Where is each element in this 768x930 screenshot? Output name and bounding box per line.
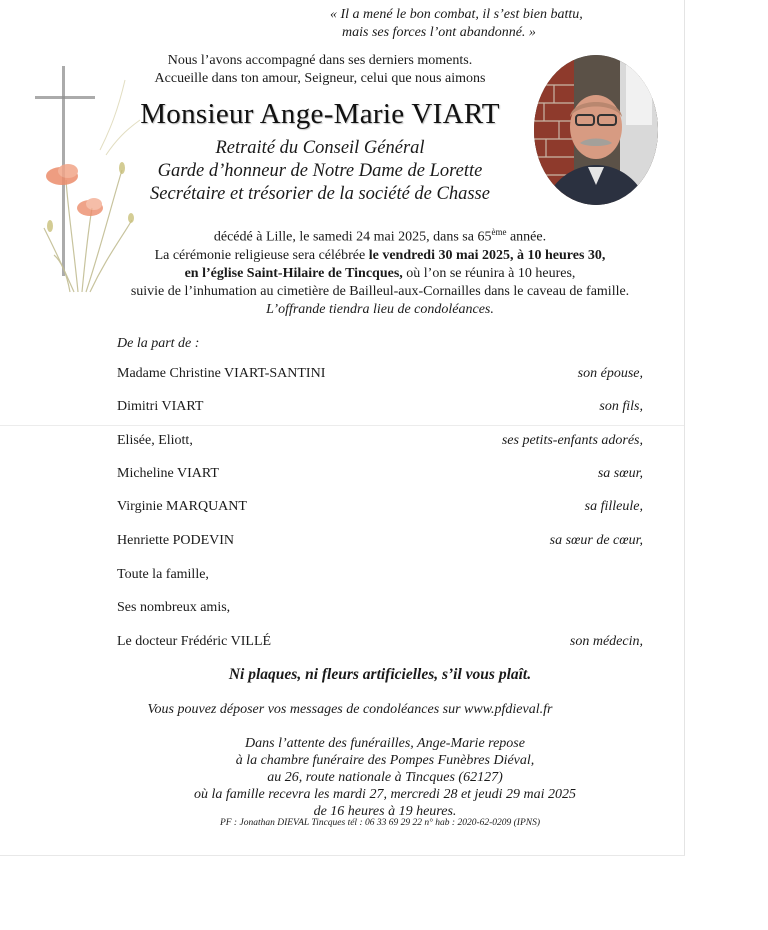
epitaph-quote [330, 6, 660, 42]
fold-line [0, 425, 684, 426]
funerarium-info [150, 735, 620, 820]
death-text-end: année. [506, 229, 547, 245]
family-row [117, 499, 643, 517]
family-row [117, 466, 643, 484]
death-text: décédé à Lille, le samedi 24 mai 2025, dans sa 65 [213, 229, 492, 245]
family-intro: De la part de : [117, 336, 200, 351]
funeral-home-footer: PF : Jonathan DIEVAL Tincques tél : 06 33 69 29 22 n° hab : 2020-62-0209 (IPNS) [219, 818, 541, 828]
family-member-relation: sa sœur, [597, 466, 643, 481]
family-row [117, 433, 643, 451]
family-row [117, 567, 643, 585]
family-member-relation: son épouse, [577, 366, 643, 381]
family-row [117, 366, 643, 384]
deceased-name: Monsieur Ange-Marie VIART [140, 98, 500, 130]
portrait-photo [534, 55, 658, 205]
family-member-name: Henriette PODEVIN [117, 533, 235, 548]
condolences-website: Vous pouvez déposer vos messages de condoléances sur www.pfdieval.fr [147, 702, 553, 717]
church-line [100, 265, 660, 283]
family-member-relation: son fils, [599, 399, 643, 414]
poppy-icon [46, 164, 78, 185]
family-row [117, 600, 643, 618]
family-member-name: Le docteur Frédéric VILLÉ [117, 634, 272, 649]
family-member-name: Micheline VIART [117, 466, 219, 481]
intro-line: Nous l’avons accompagné dans ses derniers moments. [167, 53, 473, 68]
intro-text [110, 52, 530, 88]
ordinal-suffix: ème [491, 227, 507, 237]
funerarium-line: où la famille recevra les mardi 27, mercredi 28 et jeudi 29 mai 2025 [193, 787, 577, 802]
no-flowers-notice: Ni plaques, ni fleurs artificielles, s’il vous plaît. [228, 666, 532, 683]
family-row [117, 533, 643, 551]
ceremony-date: le vendredi 30 mai 2025, à 10 heures 30, [368, 247, 606, 263]
family-row [117, 634, 643, 652]
quote-line: mais ses forces l’ont abandonné. » [342, 25, 536, 40]
church-name: en l’église Saint-Hilaire de Tincques, [184, 265, 403, 281]
family-member-relation: son médecin, [569, 634, 643, 649]
quote-line: « Il a mené le bon combat, il s’est bien battu, [330, 7, 583, 22]
intro-line: Accueille dans ton amour, Seigneur, celui que nous aimons [154, 71, 486, 86]
funerarium-line: Dans l’attente des funérailles, Ange-Marie repose [245, 736, 525, 751]
family-row [117, 399, 643, 417]
family-member-name: Toute la famille, [117, 567, 209, 582]
deceased-titles [90, 137, 550, 206]
ceremony-line [100, 247, 660, 265]
funerarium-line: au 26, route nationale à Tincques (62127) [267, 770, 503, 785]
family-member-relation: sa sœur de cœur, [549, 533, 643, 548]
family-member-name: Dimitri VIART [117, 399, 204, 414]
family-member-relation: sa filleule, [584, 499, 643, 514]
ceremony-text: La cérémonie religieuse sera célébrée [154, 247, 369, 263]
funerarium-line: à la chambre funéraire des Pompes Funèbres Diéval, [235, 753, 535, 768]
funerarium-line: de 16 heures à 19 heures. [313, 804, 457, 819]
family-member-name: Ses nombreux amis, [117, 600, 231, 615]
family-member-relation: ses petits-enfants adorés, [501, 433, 643, 448]
title-line: Garde d’honneur de Notre Dame de Lorette [157, 161, 483, 181]
gathering-time: où l’on se réunira à 10 heures, [402, 265, 576, 281]
death-line [100, 223, 660, 247]
portrait-image [534, 55, 658, 205]
announcement [100, 223, 660, 301]
title-line: Retraité du Conseil Général [215, 138, 425, 158]
title-line: Secrétaire et trésorier de la société de Chasse [150, 184, 490, 204]
burial-line: suivie de l’inhumation au cimetière de Bailleul-aux-Cornailles dans le caveau de famille. [130, 283, 630, 299]
family-member-name: Elisée, Eliott, [117, 433, 193, 448]
family-member-name: Virginie MARQUANT [117, 499, 247, 514]
family-member-name: Madame Christine VIART-SANTINI [117, 366, 326, 381]
offrande-note: L’offrande tiendra lieu de condoléances. [266, 302, 494, 317]
